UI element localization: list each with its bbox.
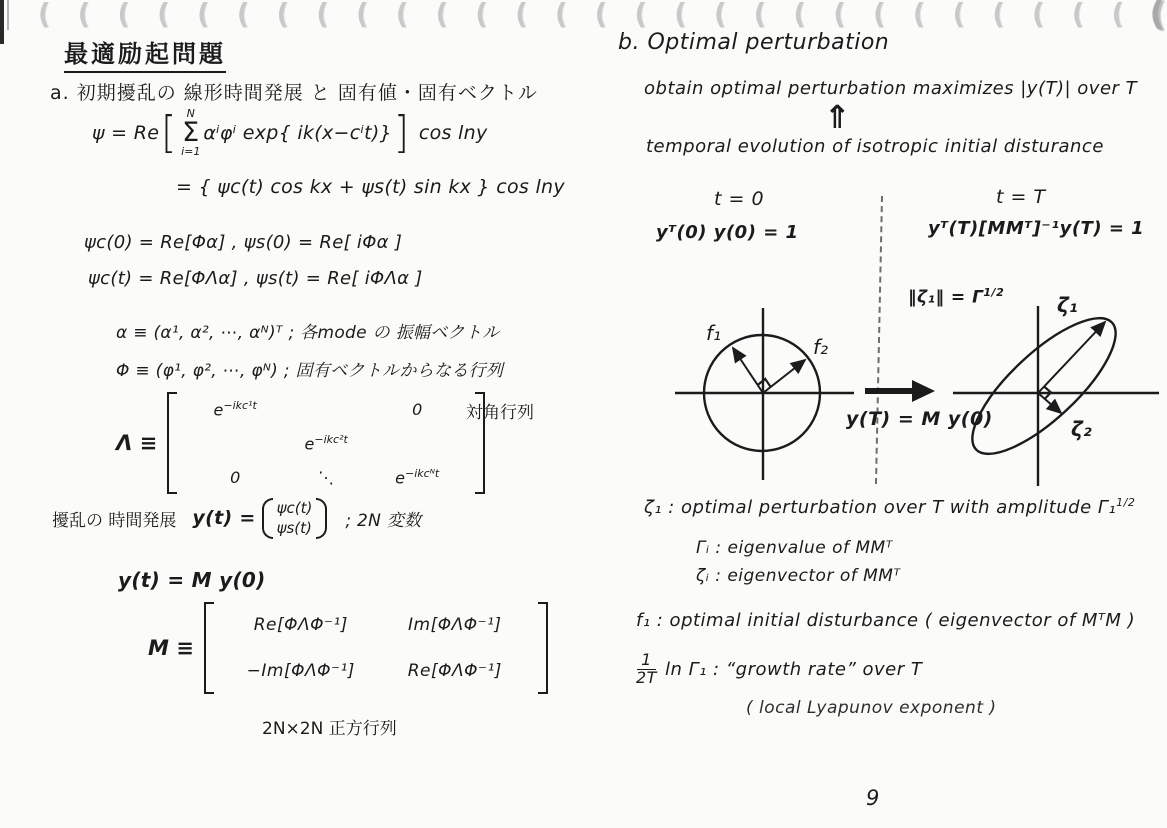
zeta2-label: ζ₂ bbox=[1071, 417, 1092, 441]
left-bracket: [ bbox=[161, 107, 177, 158]
m-cell-r1c1: Re[ΦΛΦ⁻¹] bbox=[253, 615, 348, 635]
binding-hole-mark: ( bbox=[1032, 0, 1045, 31]
zeta1-vector-arrow bbox=[1038, 322, 1105, 393]
binding-hole-mark: ( bbox=[475, 0, 488, 31]
eq-psi-body: αⁱφⁱ exp{ ik(x−cⁱt)} bbox=[203, 121, 393, 144]
dashed-separator bbox=[875, 196, 883, 484]
up-arrow-icon: ⇑ bbox=[824, 98, 851, 136]
f2-vector-arrow bbox=[763, 360, 805, 393]
alpha-definition: α ≡ (α¹, α², ⋯, αᴺ)ᵀ ; 各mode の 振幅ベクトル bbox=[116, 323, 500, 343]
vector-top-component: ψc(t) bbox=[276, 499, 313, 517]
scan-edge-artifact-light bbox=[7, 0, 9, 30]
binding-hole-mark: ( bbox=[117, 0, 130, 31]
t0-constraint-eq: yᵀ(0) y(0) = 1 bbox=[656, 222, 799, 243]
binding-hole-mark: ( bbox=[356, 0, 369, 31]
eq-psi-lhs: ψ = Re bbox=[92, 121, 160, 144]
phi-definition: Φ ≡ (φ¹, φ², ⋯, φᴺ) ; 固有ベクトルからなる行列 bbox=[116, 361, 504, 381]
binding-hole-mark: ( bbox=[833, 0, 846, 31]
matrix-bracket-left bbox=[167, 392, 177, 494]
binding-hole-mark: ( bbox=[992, 0, 1005, 31]
matrix-bracket-left bbox=[204, 602, 214, 694]
t0-label: t = 0 bbox=[714, 188, 765, 210]
f1-vector-arrow bbox=[733, 348, 763, 393]
binding-hole-mark: ( bbox=[435, 0, 448, 31]
propagator-matrix bbox=[148, 602, 548, 694]
page-number: 9 bbox=[866, 786, 880, 810]
spiral-binding-holes bbox=[38, 0, 1166, 34]
zeta-i-definition: ζᵢ : eigenvector of MMᵀ bbox=[696, 566, 901, 586]
page-title: 最適励起問題 bbox=[64, 34, 226, 73]
binding-hole-mark: ( bbox=[38, 0, 51, 31]
binding-hole-mark: ( bbox=[515, 0, 528, 31]
binding-hole-mark: ( bbox=[77, 0, 91, 31]
binding-hole-mark: ( bbox=[714, 0, 727, 31]
lambda-matrix bbox=[116, 392, 485, 494]
section-a-heading: a. 初期擾乱の 線形時間発展 と 固有値・固有ベクトル bbox=[50, 82, 538, 104]
scan-edge-artifact bbox=[0, 0, 4, 44]
state-vector-definition bbox=[52, 498, 421, 539]
binding-hole-mark: ( bbox=[395, 0, 409, 31]
eq-initial-condition: ψc(0) = Re[Φα] , ψs(0) = Re[ iΦα ] bbox=[84, 232, 403, 253]
f1-label: f₁ bbox=[706, 321, 722, 345]
zeta1-label: ζ₁ bbox=[1057, 293, 1078, 317]
binding-hole-mark: ( bbox=[554, 0, 568, 31]
f1-definition: f₁ : optimal initial disturbance ( eigenvector of MᵀM ) bbox=[636, 610, 1136, 631]
lyapunov-note: ( local Lyapunov exponent ) bbox=[746, 698, 997, 718]
growth-rate-definition: $\frac{1}{2T}$ ln Γ₁ : “growth rate” over T bbox=[636, 650, 923, 687]
state-vector-lhs: y(t) = bbox=[192, 507, 256, 530]
m-cell-r2c1: −Im[ΦΛΦ⁻¹] bbox=[246, 661, 355, 681]
fraction-1-over-2T: $\frac{1}{2T}$ bbox=[636, 650, 657, 687]
f2-label: f₂ bbox=[813, 335, 829, 359]
binding-hole-mark: ( bbox=[674, 0, 687, 31]
sigma-icon: Σ bbox=[182, 117, 200, 148]
evolution-line: temporal evolution of isotropic initial disturance bbox=[646, 136, 1104, 157]
goal-line: obtain optimal perturbation maximizes |y(T)| over T bbox=[644, 78, 1138, 99]
mapping-equation: y(T) = M y(0) bbox=[846, 408, 993, 430]
lambda-d3: $e^{-ikcᴺt}$ bbox=[395, 466, 440, 488]
tT-label: t = T bbox=[996, 186, 1046, 208]
zeta1-norm-label: ‖ζ₁‖ = $\Gamma^{1/2}$ bbox=[908, 286, 1005, 308]
binding-hole-mark: ( bbox=[316, 0, 329, 31]
binding-hole-mark: ( bbox=[1111, 0, 1125, 31]
binding-hole-mark: ( bbox=[594, 0, 608, 31]
right-bracket: ] bbox=[394, 107, 409, 158]
binding-hole-mark: ( bbox=[793, 0, 806, 31]
lambda-d1: $e^{-ikc^1t}$ bbox=[213, 398, 257, 420]
vector-paren-left bbox=[262, 498, 273, 539]
binding-hole-mark: ( bbox=[236, 0, 250, 31]
zeta2-vector-arrow bbox=[1038, 393, 1061, 413]
m-cell-r1c2: Im[ΦΛΦ⁻¹] bbox=[408, 615, 502, 635]
eq-time-evolution: ψc(t) = Re[ΦΛα] , ψs(t) = Re[ iΦΛα ] bbox=[88, 268, 423, 289]
sum-upper-limit: N bbox=[186, 107, 195, 120]
binding-hole-mark: ( bbox=[873, 0, 886, 31]
m-cell-r2c2: Re[ΦΛΦ⁻¹] bbox=[407, 661, 502, 681]
vector-bottom-component: ψs(t) bbox=[276, 519, 312, 538]
gamma-i-definition: Γᵢ : eigenvalue of MMᵀ bbox=[696, 538, 893, 558]
lambda-zero-bottom: 0 bbox=[230, 467, 241, 487]
summation-symbol bbox=[181, 108, 200, 157]
binding-hole-mark: ( bbox=[157, 0, 170, 31]
section-b-heading: b. Optimal perturbation bbox=[618, 30, 890, 55]
m-matrix-lhs: M ≡ bbox=[148, 636, 194, 660]
lambda-lhs: Λ ≡ bbox=[116, 431, 158, 455]
binding-hole-mark: ( bbox=[634, 0, 647, 31]
variable-count-note: ; 2N 変数 bbox=[345, 510, 422, 531]
matrix-bracket-right bbox=[538, 602, 548, 694]
binding-hole-mark: ( bbox=[1071, 0, 1085, 31]
diagonal-matrix-note: 対角行列 bbox=[466, 403, 534, 423]
binding-hole-mark: ( bbox=[276, 0, 289, 31]
tT-constraint-eq: yᵀ(T)[MMᵀ]⁻¹y(T) = 1 bbox=[928, 218, 1145, 239]
transform-arrow-icon bbox=[862, 376, 938, 406]
binding-hole-mark: ( bbox=[753, 0, 767, 31]
zeta1-definition: ζ₁ : optimal perturbation over T with amplitude Γ₁$^{1/2}$ bbox=[644, 496, 1136, 518]
vector-paren-right bbox=[316, 498, 327, 539]
diagonal-dots: ⋱ bbox=[318, 467, 335, 487]
evolved-ellipse-diagram bbox=[945, 290, 1167, 505]
evolution-label: 擾乱の 時間発展 bbox=[52, 510, 177, 531]
initial-circle-diagram bbox=[650, 296, 865, 491]
binding-hole-mark: ( bbox=[952, 0, 965, 31]
lambda-d2: $e^{-ikc^2t}$ bbox=[304, 432, 348, 454]
binding-hole-mark: ( bbox=[197, 0, 210, 31]
eq-propagator: y(t) = M y(0) bbox=[118, 568, 266, 592]
sum-lower-limit: i=1 bbox=[181, 145, 201, 158]
binding-hole-mark: ( bbox=[1149, 0, 1166, 34]
square-matrix-note: 2N×2N 正方行列 bbox=[262, 719, 397, 739]
binding-hole-mark: ( bbox=[912, 0, 926, 31]
eq-psi-expanded: = { ψc(t) cos kx + ψs(t) sin kx } cos lny bbox=[176, 176, 565, 198]
lambda-zero-top: 0 bbox=[412, 399, 423, 419]
eq-psi-tail: cos lny bbox=[418, 121, 488, 144]
